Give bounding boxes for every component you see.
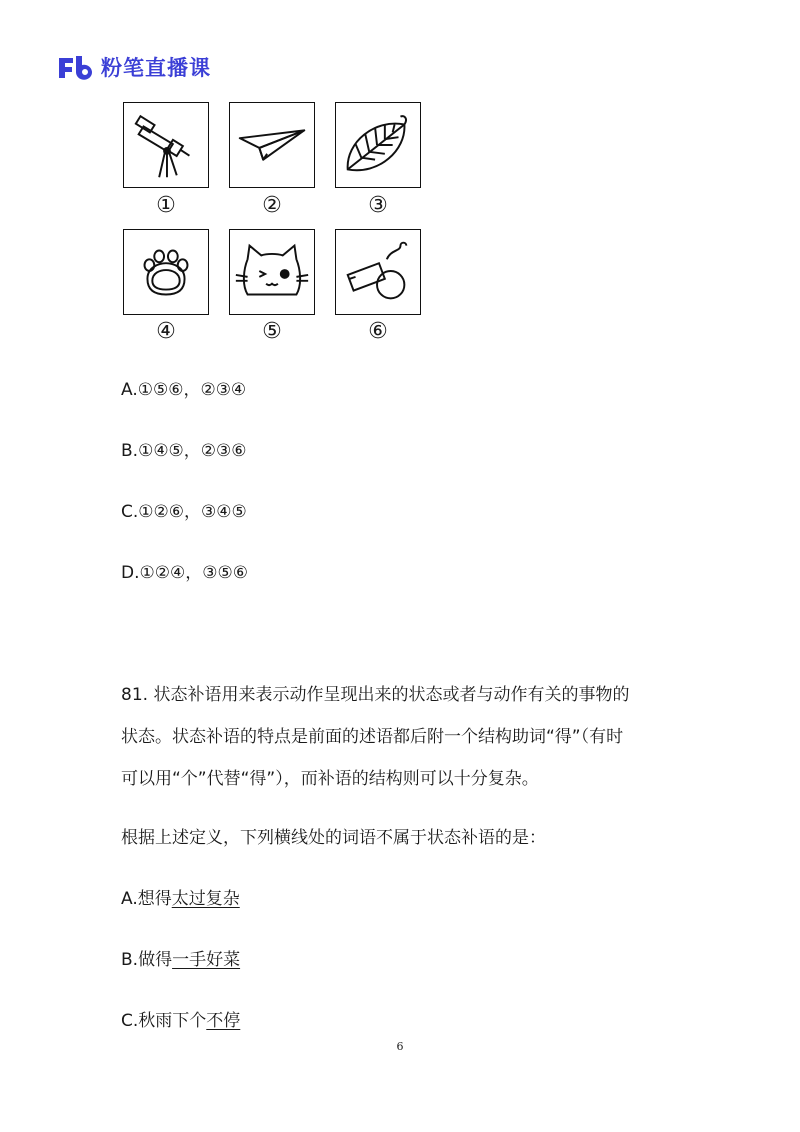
underlined-phrase: 太过复杂 <box>171 889 240 909</box>
figure-box-2 <box>229 102 315 188</box>
q80-option-c[interactable] <box>121 501 247 523</box>
fb-logo-icon <box>57 54 95 80</box>
q80-option-d[interactable] <box>121 562 248 584</box>
cat-face-icon <box>230 230 314 314</box>
brand-name: 粉笔直播课 <box>101 56 211 80</box>
q81-stem-line-1: 81. 状态补语用来表示动作呈现出来的状态或者与动作有关的事物的 <box>121 685 630 705</box>
figure-box-1 <box>123 102 209 188</box>
option-label: C. <box>121 1011 139 1031</box>
telescope-icon <box>124 103 208 187</box>
q80-option-b[interactable] <box>121 440 247 462</box>
option-text: ①②④，③⑤⑥ <box>139 563 248 583</box>
option-label: D. <box>121 563 140 583</box>
page-number: 6 <box>396 1040 404 1053</box>
option-label: B. <box>121 950 139 970</box>
figure-box-3 <box>335 102 421 188</box>
paper-plane-icon <box>230 103 314 187</box>
q80-option-a[interactable] <box>121 379 246 401</box>
option-prefix: 想得 <box>137 889 172 909</box>
paw-icon <box>124 230 208 314</box>
leaf-icon <box>336 103 420 187</box>
figure-number-5: ⑤ <box>262 319 282 344</box>
figure-number-1: ① <box>156 193 176 218</box>
option-text: ①④⑤，②③⑥ <box>138 441 247 461</box>
q81-option-a[interactable] <box>121 888 240 910</box>
option-prefix: 做得 <box>138 950 173 970</box>
q81-stem-line-2: 状态。状态补语的特点是前面的述语都后附一个结构助词“得”（有时 <box>121 727 624 747</box>
figure-box-5 <box>229 229 315 315</box>
option-label: B. <box>121 441 139 461</box>
option-label: A. <box>121 889 138 909</box>
underlined-phrase: 一手好菜 <box>172 950 241 970</box>
option-text: ①②⑥，③④⑤ <box>138 502 247 522</box>
option-label: A. <box>121 380 138 400</box>
figure-number-2: ② <box>262 193 282 218</box>
q81-question: 根据上述定义，下列横线处的词语不属于状态补语的是： <box>121 828 546 848</box>
option-text: ①⑤⑥，②③④ <box>137 380 247 400</box>
q81-stem-line-3: 可以用“个”代替“得”），而补语的结构则可以十分复杂。 <box>121 769 539 789</box>
option-label: C. <box>121 502 139 522</box>
q81-option-c[interactable] <box>121 1010 240 1032</box>
figure-number-3: ③ <box>368 193 388 218</box>
figure-number-6: ⑥ <box>368 319 388 344</box>
figure-box-6 <box>335 229 421 315</box>
underlined-phrase: 不停 <box>206 1011 241 1031</box>
figure-number-4: ④ <box>156 319 176 344</box>
whistle-icon <box>336 230 420 314</box>
q81-option-b[interactable] <box>121 949 240 971</box>
brand-logo <box>57 52 211 82</box>
option-prefix: 秋雨下个 <box>138 1011 207 1031</box>
figure-box-4 <box>123 229 209 315</box>
